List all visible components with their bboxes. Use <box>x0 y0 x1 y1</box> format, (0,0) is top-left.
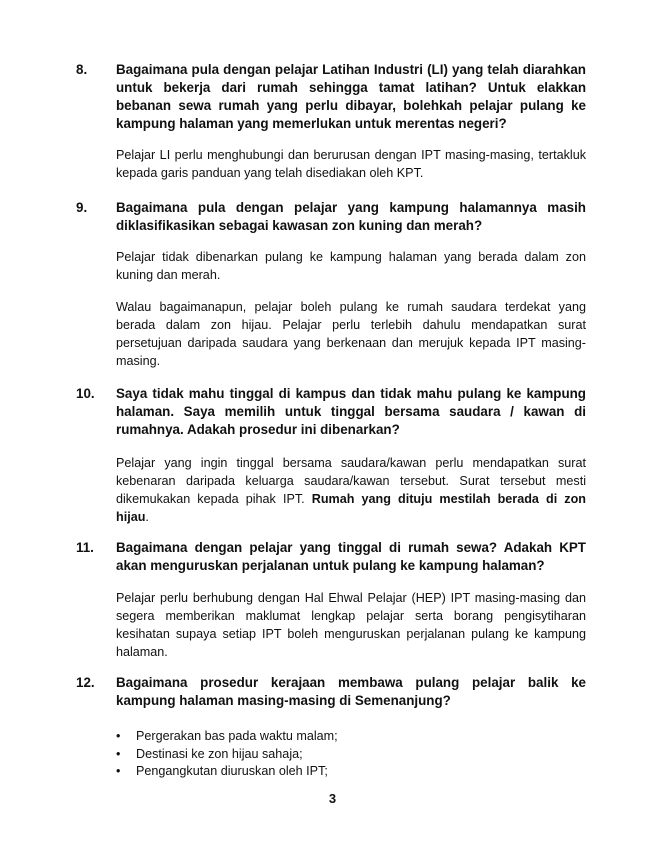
question-number: 11. <box>76 540 94 555</box>
bullet-icon: • <box>116 729 121 743</box>
question-number: 12. <box>76 675 95 690</box>
bullet-icon: • <box>116 764 121 778</box>
question-number: 9. <box>76 200 88 215</box>
question-text: Saya tidak mahu tinggal di kampus dan tidak mahu pulang ke kampung halaman. Saya memilih untuk tinggal bersama saudara / kawan di rumahnya. Adakah prosedur ini dibenarkan? <box>116 386 586 437</box>
list-item-text: Destinasi ke zon hijau sahaja; <box>136 746 303 761</box>
bullet-icon: • <box>116 746 121 761</box>
list-item <box>116 763 338 781</box>
question-text: Bagaimana prosedur kerajaan membawa pulang pelajar balik ke kampung halaman masing-masing di Semenanjung? <box>116 675 586 708</box>
list-item-text: Pergerakan bas pada waktu malam; <box>136 729 338 743</box>
answer-paragraph <box>116 454 586 526</box>
answer-end: . <box>145 510 149 524</box>
answer-emphasis: Rumah yang dituju mestilah berada di zon hijau <box>116 492 586 524</box>
bullet-list <box>116 728 338 781</box>
question-number: 10. <box>76 386 95 401</box>
question-text: Bagaimana dengan pelajar yang tinggal di rumah sewa? Adakah KPT akan menguruskan perjalanan untuk pulang ke kampung halaman? <box>116 540 586 573</box>
answer-paragraph: Pelajar perlu berhubung dengan Hal Ehwal Pelajar (HEP) IPT masing-masing dan segera memberikan maklumat lengkap pelajar serta borang pengisytiharan kesihatan supaya setiap IPT boleh menguruskan perjalanan pulang ke kampung halaman. <box>116 591 586 659</box>
page-number: 3 <box>328 791 337 806</box>
list-item <box>116 728 338 746</box>
list-item <box>116 746 338 764</box>
answer-paragraph: Walau bagaimanapun, pelajar boleh pulang ke rumah saudara terdekat yang berada dalam zon hijau. Pelajar perlu terlebih dahulu mendapatkan surat persetujuan daripada saudara yang berkenaan dan merujuk kepada IPT masing-masing. <box>116 300 586 368</box>
answer-paragraph: Pelajar tidak dibenarkan pulang ke kampung halaman yang berada dalam zon kuning dan merah. <box>116 250 586 282</box>
question-number: 8. <box>76 62 88 77</box>
list-item-text: Pengangkutan diuruskan oleh IPT; <box>136 764 328 778</box>
question-text: Bagaimana pula dengan pelajar yang kampung halamannya masih diklasifikasikan sebagai kawasan zon kuning dan merah? <box>116 200 586 233</box>
answer-text: Pelajar yang ingin tinggal bersama saudara/kawan perlu mendapatkan surat kebenaran daripada keluarga saudara/kawan tersebut. Surat tersebut mesti dikemukakan kepada pihak IPT. <box>116 456 586 506</box>
question-text: Bagaimana pula dengan pelajar Latihan Industri (LI) yang telah diarahkan untuk bekerja dari rumah sehingga tamat latihan? Untuk elakkan bebanan sewa rumah yang perlu dibayar, bolehkah pelajar pulang ke kampung halaman yang memerlukan untuk merentas negeri? <box>116 62 586 131</box>
answer-paragraph: Pelajar LI perlu menghubungi dan berurusan dengan IPT masing-masing, tertakluk kepada garis panduan yang telah disediakan oleh KPT. <box>116 148 586 180</box>
